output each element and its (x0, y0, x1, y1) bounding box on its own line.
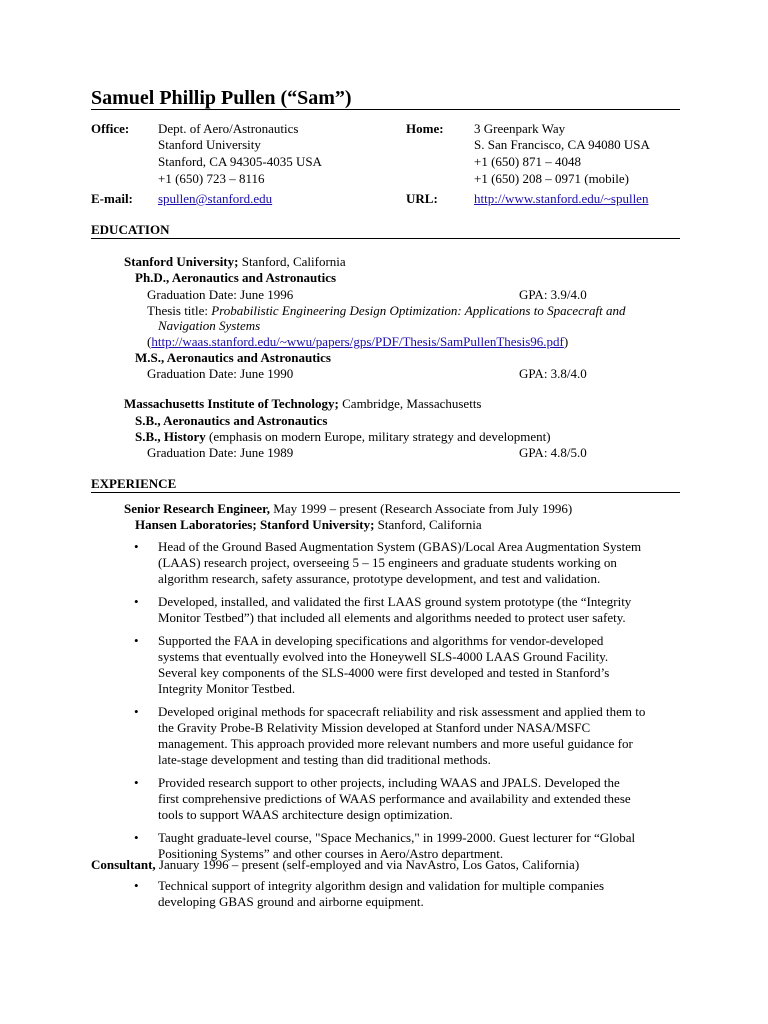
bullet-dot-icon: • (134, 633, 139, 648)
bullet-text-line: first comprehensive predictions of WAAS performance and availability and extended these (158, 791, 631, 806)
phd-degree: Ph.D., Aeronautics and Astronautics (135, 270, 337, 285)
bullet-text-line: Provided research support to other projects, including WAAS and JPALS. Developed the (158, 775, 620, 790)
bullet-text-line: Developed, installed, and validated the first LAAS ground system prototype (the “Integrity (158, 594, 632, 609)
job2-dates: January 1996 – present (self-employed and via NavAstro, Los Gatos, California) (155, 857, 580, 872)
bullet-text-line: algorithm research, safety assurance, prototype development, and test and validation. (158, 571, 601, 586)
bullet-item (134, 539, 645, 587)
thesis-url-line (147, 334, 568, 350)
bullet-text-line: Supported the FAA in developing specifications and algorithms for vendor-developed (158, 633, 604, 648)
office-label: Office: (91, 121, 130, 136)
thesis-link[interactable]: http://waas.stanford.edu/~wwu/papers/gps/PDF/Thesis/SamPullenThesis96.pdf (151, 334, 564, 349)
bullet-text-line: the Gravity Probe-B Relativity Mission developed at Stanford under NASA/MSFC (158, 720, 591, 735)
url-label: URL: (406, 191, 438, 206)
mit-school: Massachusetts Institute of Technology; (124, 396, 339, 411)
education-heading: EDUCATION (91, 222, 170, 237)
bullet-text-line: developing GBAS ground and airborne equipment. (158, 894, 424, 909)
home-phone: +1 (650) 871 – 4048 (474, 154, 581, 169)
bullet-text-line: Head of the Ground Based Augmentation System (GBAS)/Local Area Augmentation System (158, 539, 642, 554)
email-label: E-mail: (91, 191, 133, 206)
stanford-location: Stanford, California (238, 254, 346, 269)
bullet-text-line: (LAAS) research project, overseeing 5 – 15 engineers and graduate students working on (158, 555, 617, 570)
thesis-title: Probabilistic Engineering Design Optimization: Applications to Spacecraft and (211, 303, 626, 318)
name-divider (91, 109, 680, 110)
thesis-title-cont: Navigation Systems (158, 318, 261, 333)
ms-gpa: GPA: 3.8/4.0 (519, 366, 587, 381)
bullet-dot-icon: • (134, 594, 139, 609)
mobile-phone: +1 (650) 208 – 0971 (mobile) (474, 171, 630, 186)
phd-grad-date: Graduation Date: June 1996 (147, 287, 294, 302)
thesis-label: Thesis title: (147, 303, 212, 318)
mit-grad-date: Graduation Date: June 1989 (147, 445, 294, 460)
office-line-1: Dept. of Aero/Astronautics (158, 121, 299, 136)
home-line-1: 3 Greenpark Way (474, 121, 566, 136)
job2-title-line (91, 857, 579, 873)
bullet-text-line: Integrity Monitor Testbed. (158, 681, 296, 696)
bullet-item (134, 775, 645, 823)
mit-location: Cambridge, Massachusetts (338, 396, 482, 411)
office-line-3: Stanford, CA 94305-4035 USA (158, 154, 322, 169)
office-phone: +1 (650) 723 – 8116 (158, 171, 265, 186)
job1-bullet-list (134, 539, 645, 869)
sb-history-note: (emphasis on modern Europe, military strategy and development) (205, 429, 551, 444)
bullet-text-line: systems that eventually evolved into the Honeywell SLS-4000 LAAS Ground Facility. (158, 649, 609, 664)
home-label: Home: (406, 121, 444, 136)
homepage-link[interactable]: http://www.stanford.edu/~spullen (474, 191, 649, 206)
mit-entry (124, 396, 482, 412)
bullet-dot-icon: • (134, 878, 139, 893)
ms-degree: M.S., Aeronautics and Astronautics (135, 350, 331, 365)
bullet-dot-icon: • (134, 704, 139, 719)
bullet-dot-icon: • (134, 830, 139, 845)
bullet-item (134, 594, 645, 626)
bullet-text-line: Positioning Systems” and other courses in Aero/Astro department. (158, 846, 504, 861)
experience-divider (91, 492, 680, 493)
bullet-text-line: tools to support WAAS architecture design optimization. (158, 807, 453, 822)
bullet-text-line: Taught graduate-level course, "Space Mechanics," in 1999-2000. Guest lecturer for “Global (158, 830, 636, 845)
bullet-item (134, 878, 604, 910)
sb-history-degree: S.B., History (135, 429, 206, 444)
job2-title: Consultant, (91, 857, 156, 872)
bullet-item (134, 704, 645, 768)
office-line-2: Stanford University (158, 137, 261, 152)
job1-title-line (124, 501, 572, 517)
stanford-entry (124, 254, 346, 270)
job2-bullet-list (134, 878, 604, 917)
mit-gpa: GPA: 4.8/5.0 (519, 445, 587, 460)
bullet-text-line: management. This approach provided more relevant numbers and more useful guidance for (158, 736, 633, 751)
bullet-text-line: late-stage development and testing than did traditional methods. (158, 752, 491, 767)
bullet-text-line: Monitor Testbed”) that included all elements and algorithms needed to protect user safety. (158, 610, 626, 625)
bullet-dot-icon: • (134, 539, 139, 554)
education-divider (91, 238, 680, 239)
email-link[interactable]: spullen@stanford.edu (158, 191, 273, 206)
candidate-name: Samuel Phillip Pullen (“Sam”) (91, 87, 352, 109)
ms-grad-date: Graduation Date: June 1990 (147, 366, 294, 381)
bullet-text-line: Technical support of integrity algorithm design and validation for multiple companies (158, 878, 605, 893)
job1-org-line (135, 517, 482, 533)
sb-history-entry (135, 429, 551, 445)
home-line-2: S. San Francisco, CA 94080 USA (474, 137, 650, 152)
job1-title: Senior Research Engineer, (124, 501, 271, 516)
job1-org-location: Stanford, California (374, 517, 482, 532)
thesis-paren-open: ( (147, 334, 152, 349)
thesis-paren-close: ) (563, 334, 569, 349)
job1-dates: May 1999 – present (Research Associate from July 1996) (270, 501, 573, 516)
sb-aero-degree: S.B., Aeronautics and Astronautics (135, 413, 328, 428)
job1-org: Hansen Laboratories; Stanford University; (135, 517, 375, 532)
bullet-text-line: Several key components of the SLS-4000 were first developed and tested in Stanford’s (158, 665, 610, 680)
phd-gpa: GPA: 3.9/4.0 (519, 287, 587, 302)
experience-heading: EXPERIENCE (91, 476, 177, 491)
bullet-text-line: Developed original methods for spacecraft reliability and risk assessment and applied them to (158, 704, 646, 719)
bullet-item (134, 633, 645, 697)
bullet-dot-icon: • (134, 775, 139, 790)
thesis-line-1 (147, 303, 625, 319)
stanford-school: Stanford University; (124, 254, 239, 269)
